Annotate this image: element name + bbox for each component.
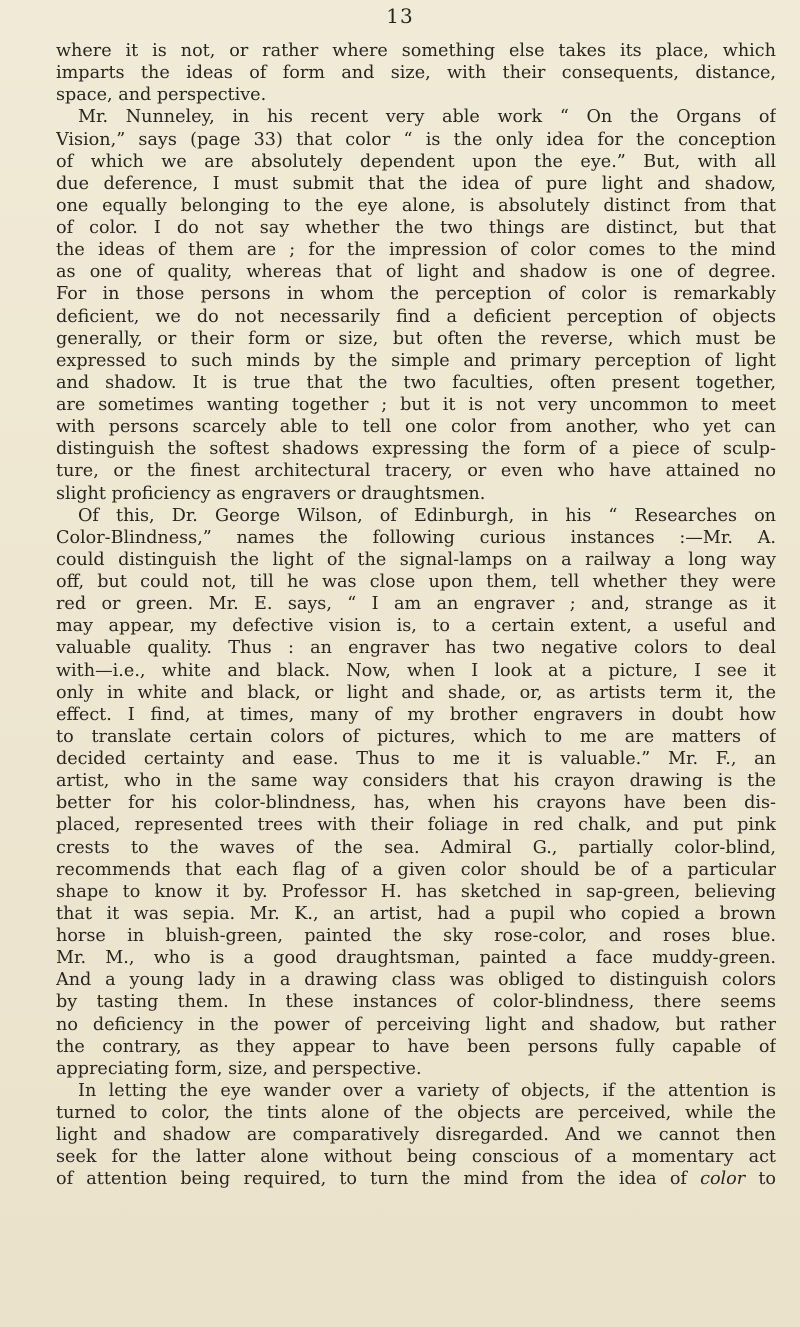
text-line: red or green. Mr. E. says, “ I am an engraver ; and, strange as it (56, 594, 776, 615)
text-line: off, but could not, till he was close upon them, tell whether they were (56, 572, 776, 592)
text-line: decided certainty and ease. Thus to me it is valuable.” Mr. F., an (56, 749, 776, 769)
text-segment: to (745, 1169, 776, 1190)
text-line: light and shadow are comparatively disregarded. And we cannot then (56, 1125, 776, 1146)
text-line: Mr. Nunneley, in his recent very able work “ On the Organs of (78, 107, 776, 128)
text-line: valuable quality. Thus : an engraver has two negative colors to deal (56, 638, 776, 659)
emphasis-word: color (700, 1169, 746, 1190)
text-line: Color-Blindness,” names the following curious instances :—Mr. A. (56, 527, 776, 548)
text-line: space, and perspective. (56, 85, 267, 106)
text-line: seek for the latter alone without being conscious of a momentary act (56, 1147, 776, 1168)
text-line: turned to color, the tints alone of the objects are perceived, while the (56, 1103, 776, 1123)
text-line: shape to know it by. Professor H. has sketched in sap-green, believing (56, 881, 776, 902)
text-line: one equally belonging to the eye alone, is absolutely distinct from that (56, 195, 776, 216)
text-line: generally, or their form or size, but often the reverse, which must be (56, 328, 776, 349)
text-line: of which we are absolutely dependent upon the eye.” But, with all (56, 151, 776, 172)
text-line: distinguish the softest shadows expressing the form of a piece of sculp- (56, 439, 776, 460)
text-line: are sometimes wanting together ; but it is not very uncommon to meet (56, 395, 776, 415)
text-line: could distinguish the light of the signal-lamps on a railway a long way (56, 549, 776, 570)
text-line: that it was sepia. Mr. K., an artist, had a pupil who copied a brown (56, 903, 776, 924)
text-segment: of attention being required, to turn the mind from the idea of (56, 1169, 701, 1190)
text-line: artist, who in the same way considers that his crayon drawing is the (56, 771, 776, 792)
text-line: the contrary, as they appear to have been persons fully capable of (56, 1036, 776, 1057)
text-line: of color. I do not say whether the two things are distinct, but that (56, 218, 776, 238)
text-line: the ideas of them are ; for the impression of color comes to the mind (56, 240, 776, 261)
text-line: effect. I find, at times, many of my brother engravers in doubt how (56, 704, 776, 725)
paragraph-4 (56, 1080, 776, 1191)
text-line-final (56, 1168, 776, 1190)
text-line: placed, represented trees with their foliage in red chalk, and put pink (56, 815, 776, 836)
text-line: For in those persons in whom the perception of color is remarkably (56, 284, 776, 305)
text-line: where it is not, or rather where something else takes its place, which (56, 41, 776, 61)
text-line: as one of quality, whereas that of light and shadow is one of degree. (56, 262, 776, 283)
text-line: crests to the waves of the sea. Admiral G., partially color-blind, (56, 837, 776, 858)
text-line: and shadow. It is true that the two faculties, often present together, (56, 372, 776, 393)
body-text (56, 40, 776, 1191)
text-line: to translate certain colors of pictures, which to me are matters of (56, 726, 776, 747)
text-line: And a young lady in a drawing class was obliged to distinguish colors (56, 970, 776, 991)
text-line: by tasting them. In these instances of color-blindness, there seems (56, 992, 776, 1013)
text-line: better for his color-blindness, has, when his crayons have been dis- (56, 793, 776, 814)
paragraph-1 (56, 40, 776, 106)
text-line: recommends that each flag of a given color should be of a particular (56, 859, 776, 880)
text-line: may appear, my defective vision is, to a certain extent, a useful and (56, 616, 776, 637)
text-line: imparts the ideas of form and size, with their consequents, distance, (56, 63, 776, 84)
text-line: In letting the eye wander over a variety of objects, if the attention is (78, 1080, 776, 1101)
text-line: Vision,” says (page 33) that color “ is the only idea for the conception (56, 129, 776, 150)
text-line: deficient, we do not necessarily find a deficient perception of objects (56, 306, 776, 327)
text-line: due deference, I must submit that the idea of pure light and shadow, (56, 173, 776, 194)
text-line: expressed to such minds by the simple and primary perception of light (56, 350, 776, 371)
paragraph-3 (56, 505, 776, 1080)
text-line: ture, or the finest architectural tracery, or even who have attained no (56, 461, 776, 482)
text-line: appreciating form, size, and perspective. (56, 1058, 422, 1079)
text-line: with—i.e., white and black. Now, when I look at a picture, I see it (56, 660, 776, 681)
text-line: with persons scarcely able to tell one color from another, who yet can (56, 417, 776, 438)
text-line: only in white and black, or light and shade, or, as artists term it, the (56, 682, 776, 703)
text-line: slight proficiency as engravers or draughtsmen. (56, 483, 486, 504)
text-line: no deficiency in the power of perceiving light and shadow, but rather (56, 1014, 776, 1035)
paragraph-2 (56, 106, 776, 504)
text-line: horse in bluish-green, painted the sky rose-color, and roses blue. (56, 926, 776, 946)
text-line: Mr. M., who is a good draughtsman, painted a face muddy-green. (56, 948, 776, 969)
page-number: 13 (386, 4, 414, 28)
text-line: Of this, Dr. George Wilson, of Edinburgh, in his “ Researches on (78, 505, 776, 526)
